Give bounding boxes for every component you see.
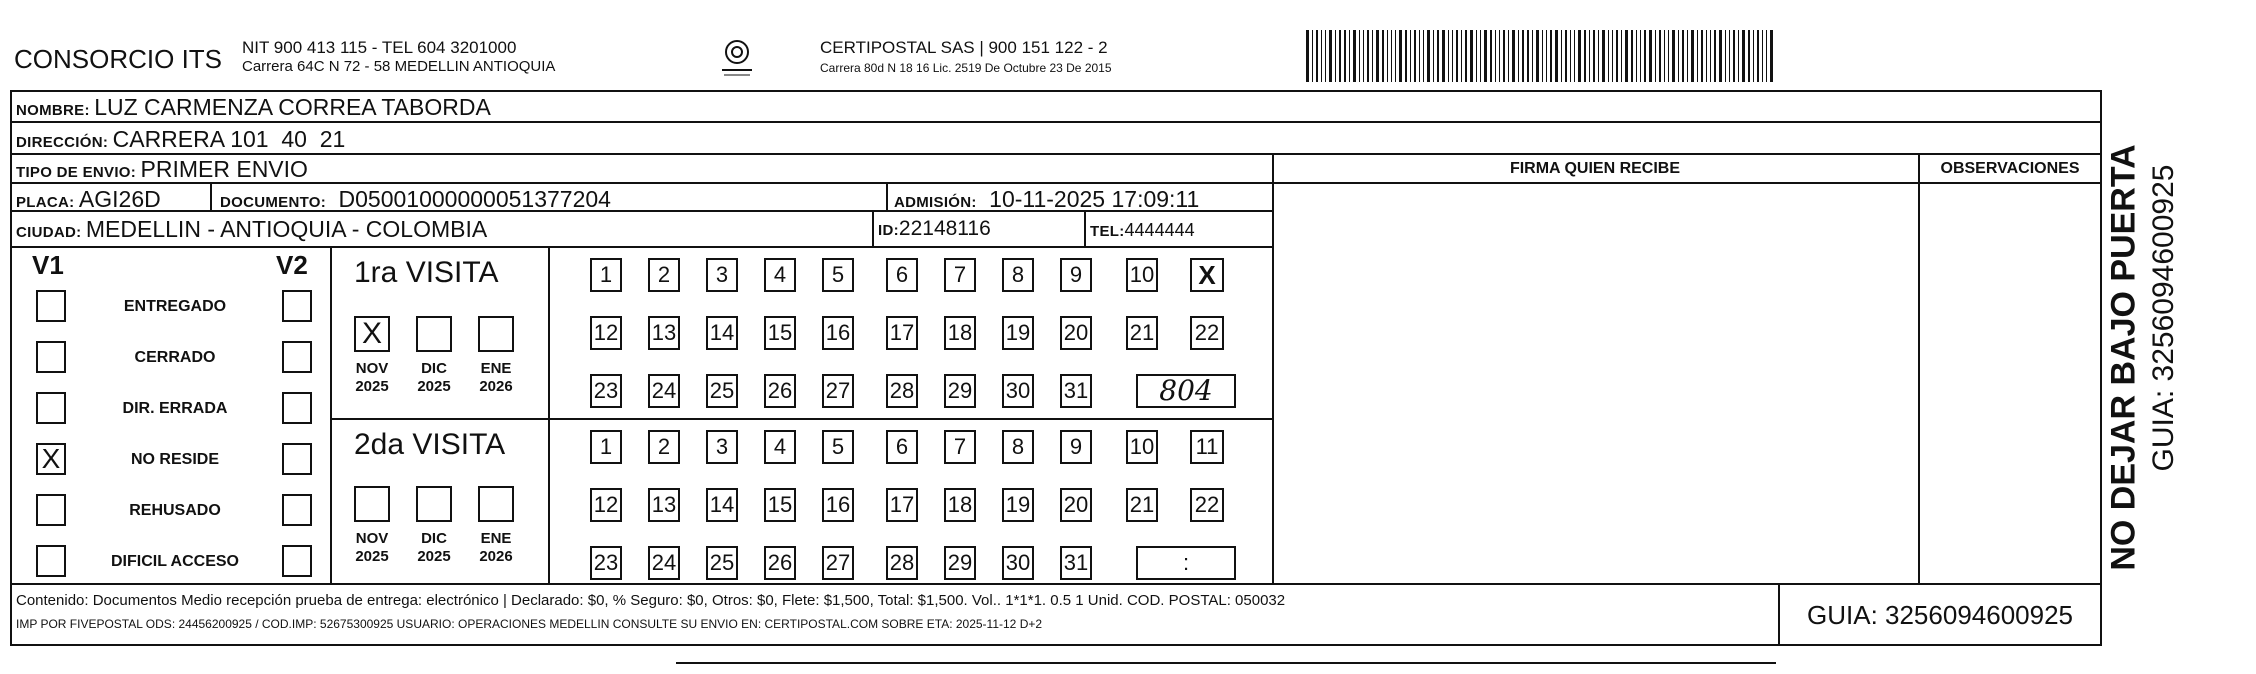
v2-checkbox[interactable] [282, 341, 312, 373]
year-label: 2025 [355, 378, 389, 395]
month-label: NOV [355, 530, 389, 547]
reason-label: NO RESIDE [130, 451, 219, 468]
day-checkbox[interactable]: 20 [1060, 316, 1092, 350]
documento-value: D05001000000051377204 [338, 186, 611, 212]
day-checkbox[interactable]: 2 [648, 430, 680, 464]
reason-label: DIR. ERRADA [122, 400, 228, 417]
day-checkbox[interactable]: 2 [648, 258, 680, 292]
placa-label: PLACA: [16, 194, 75, 211]
time-field[interactable]: 804 [1136, 374, 1236, 408]
day-checkbox[interactable]: 9 [1060, 430, 1092, 464]
reason-label: DIFICIL ACCESO [110, 553, 239, 570]
day-checkbox[interactable]: 16 [822, 316, 854, 350]
company-name: CONSORCIO ITS [14, 44, 223, 74]
day-checkbox[interactable]: 30 [1002, 374, 1034, 408]
ciudad-value: MEDELLIN - ANTIOQUIA - COLOMBIA [85, 216, 488, 242]
day-checkbox[interactable]: 15 [764, 316, 796, 350]
day-checkbox[interactable]: 22 [1190, 488, 1224, 522]
day-checkbox[interactable]: 20 [1060, 488, 1092, 522]
day-checkbox[interactable]: 23 [590, 546, 622, 580]
month-checkbox[interactable] [478, 316, 514, 352]
direccion-field [16, 126, 345, 153]
day-checkbox[interactable]: 25 [706, 546, 738, 580]
documento-label: DOCUMENTO: [220, 194, 327, 211]
month-checkbox[interactable] [416, 316, 452, 352]
visit2-title: 2da VISITA [354, 428, 506, 461]
v1-checkbox[interactable] [36, 341, 66, 373]
day-checkbox[interactable]: 19 [1002, 488, 1034, 522]
month-label: NOV [355, 360, 389, 377]
footer-contenido: Contenido: Documentos Medio recepción prueba de entrega: electrónico | Declarado: $0, % Seguro: $0, Otros: $0, Flete: $1,500, Total: $1,500. Vol.. 1*1*1. 0.5 1 Unid. COD. POSTAL: 050032 [16, 592, 1286, 609]
day-checkbox[interactable]: 21 [1126, 488, 1158, 522]
tipo-envio-label: TIPO DE ENVIO: [16, 164, 137, 181]
year-label: 2025 [355, 548, 389, 565]
day-checkbox[interactable]: 16 [822, 488, 854, 522]
month-label: DIC [421, 360, 447, 377]
direccion-value: CARRERA 101 40 21 [112, 126, 346, 152]
reason-label: REHUSADO [129, 502, 221, 519]
company-address: Carrera 64C N 72 - 58 MEDELLIN ANTIOQUIA [242, 58, 556, 75]
day-checkbox[interactable]: 7 [944, 258, 976, 292]
day-checkbox[interactable]: 5 [822, 430, 854, 464]
reason-label: CERRADO [134, 349, 216, 366]
day-checkbox[interactable]: 29 [944, 374, 976, 408]
placa-field [16, 186, 161, 213]
tipo-envio-value: PRIMER ENVIO [140, 156, 308, 182]
nombre-label: NOMBRE: [16, 102, 90, 119]
visit1-title: 1ra VISITA [354, 256, 499, 289]
day-checkbox[interactable]: 23 [590, 374, 622, 408]
footer-guia: GUIA: 3256094600925 [1807, 600, 2073, 630]
day-checkbox[interactable]: 25 [706, 374, 738, 408]
day-checkbox[interactable]: 24 [648, 374, 680, 408]
side-warning: NO DEJAR BAJO PUERTA [2104, 144, 2143, 571]
ciudad-label: CIUDAD: [16, 224, 82, 241]
year-label: 2025 [417, 548, 451, 565]
day-checkbox[interactable]: 1 [590, 258, 622, 292]
day-checkbox[interactable]: 7 [944, 430, 976, 464]
v2-checkbox[interactable] [282, 392, 312, 424]
id-value: 22148116 [898, 217, 991, 240]
tel-label: TEL: [1090, 223, 1125, 240]
side-guia: GUIA: 3256094600925 [2147, 164, 2180, 472]
v1-checkbox[interactable]: X [36, 443, 66, 475]
day-checkbox[interactable]: 30 [1002, 546, 1034, 580]
v2-label: V2 [276, 250, 308, 280]
month-label: ENE [480, 360, 512, 377]
day-checkbox[interactable]: 3 [706, 430, 738, 464]
day-checkbox[interactable]: 8 [1002, 258, 1034, 292]
company-nit: NIT 900 413 115 - TEL 604 3201000 [242, 38, 517, 57]
day-checkbox[interactable]: 18 [944, 488, 976, 522]
admision-value: 10-11-2025 17:09:11 [989, 186, 1200, 212]
tipo-envio-field [16, 156, 308, 183]
day-checkbox[interactable]: X [1190, 258, 1224, 292]
day-checkbox[interactable]: 12 [590, 488, 622, 522]
day-checkbox[interactable]: 4 [764, 430, 796, 464]
documento-field [220, 186, 611, 213]
day-checkbox[interactable]: 8 [1002, 430, 1034, 464]
day-checkbox[interactable]: 10 [1126, 430, 1158, 464]
courier-name: CERTIPOSTAL SAS | 900 151 122 - 2 [820, 38, 1108, 57]
year-label: 2026 [479, 378, 513, 395]
month-label: ENE [480, 530, 512, 547]
ciudad-field [16, 216, 487, 243]
day-checkbox[interactable]: 29 [944, 546, 976, 580]
v2-checkbox[interactable] [282, 443, 312, 475]
day-checkbox[interactable]: 28 [886, 374, 918, 408]
firma-label: FIRMA QUIEN RECIBE [1509, 160, 1681, 177]
month-checkbox[interactable] [478, 486, 514, 522]
day-checkbox[interactable]: 27 [822, 546, 854, 580]
day-checkbox[interactable]: 3 [706, 258, 738, 292]
day-checkbox[interactable]: 26 [764, 546, 796, 580]
day-checkbox[interactable]: 4 [764, 258, 796, 292]
admision-label: ADMISIÓN: [894, 194, 977, 211]
day-checkbox[interactable]: 27 [822, 374, 854, 408]
v1-checkbox[interactable] [36, 545, 66, 577]
v2-checkbox[interactable] [282, 290, 312, 322]
tel-value: 4444444 [1124, 220, 1195, 240]
day-checkbox[interactable]: 14 [706, 488, 738, 522]
day-checkbox[interactable]: 18 [944, 316, 976, 350]
year-label: 2025 [417, 378, 451, 395]
placa-value: AGI26D [78, 186, 161, 212]
month-label: DIC [421, 530, 447, 547]
v2-checkbox[interactable] [282, 545, 312, 577]
month-checkbox[interactable] [416, 486, 452, 522]
firma-area[interactable] [1274, 184, 1916, 581]
admision-field [894, 186, 1199, 213]
day-checkbox[interactable]: 13 [648, 316, 680, 350]
observaciones-label: OBSERVACIONES [1940, 160, 2080, 177]
v1-checkbox[interactable] [36, 494, 66, 526]
nombre-value: LUZ CARMENZA CORREA TABORDA [94, 94, 491, 120]
barcode-icon [1306, 30, 1946, 82]
year-label: 2026 [479, 548, 513, 565]
day-checkbox[interactable]: 10 [1126, 258, 1158, 292]
reason-label: ENTREGADO [123, 298, 227, 315]
day-checkbox[interactable]: 31 [1060, 374, 1092, 408]
day-checkbox[interactable]: 22 [1190, 316, 1224, 350]
observaciones-area[interactable] [1920, 184, 2100, 581]
day-checkbox[interactable]: 15 [764, 488, 796, 522]
day-checkbox[interactable]: 9 [1060, 258, 1092, 292]
courier-license: Carrera 80d N 18 16 Lic. 2519 De Octubre 23 De 2015 [820, 61, 1112, 75]
day-checkbox[interactable]: 24 [648, 546, 680, 580]
day-checkbox[interactable]: 17 [886, 488, 918, 522]
day-checkbox[interactable]: 31 [1060, 546, 1092, 580]
day-checkbox[interactable]: 19 [1002, 316, 1034, 350]
month-checkbox[interactable]: X [354, 316, 390, 352]
tel-field [1090, 220, 1195, 241]
id-field [878, 217, 991, 241]
day-checkbox[interactable]: 21 [1126, 316, 1158, 350]
id-label: ID: [878, 222, 899, 239]
day-checkbox[interactable]: 12 [590, 316, 622, 350]
direccion-label: DIRECCIÓN: [16, 134, 109, 151]
day-checkbox[interactable]: 1 [590, 430, 622, 464]
day-checkbox[interactable]: 6 [886, 430, 918, 464]
day-checkbox[interactable]: 6 [886, 258, 918, 292]
footer-imp: IMP POR FIVEPOSTAL ODS: 24456200925 / COD.IMP: 52675300925 USUARIO: OPERACIONES MEDELLIN CONSULTE SU ENVIO EN: CERTIPOSTAL.COM SOBRE ETA: 2025-11-12 D+2 [16, 617, 1043, 631]
nombre-field [16, 94, 491, 121]
certipostal-logo [714, 36, 760, 82]
day-checkbox[interactable]: 14 [706, 316, 738, 350]
day-checkbox[interactable]: 5 [822, 258, 854, 292]
day-checkbox[interactable]: 26 [764, 374, 796, 408]
day-checkbox[interactable]: 13 [648, 488, 680, 522]
v1-checkbox[interactable] [36, 392, 66, 424]
day-checkbox[interactable]: 17 [886, 316, 918, 350]
day-checkbox[interactable]: 11 [1190, 430, 1224, 464]
v2-checkbox[interactable] [282, 494, 312, 526]
day-checkbox[interactable]: 28 [886, 546, 918, 580]
month-checkbox[interactable] [354, 486, 390, 522]
v1-checkbox[interactable] [36, 290, 66, 322]
v1-label: V1 [32, 250, 64, 280]
time-field[interactable]: : [1136, 546, 1236, 580]
